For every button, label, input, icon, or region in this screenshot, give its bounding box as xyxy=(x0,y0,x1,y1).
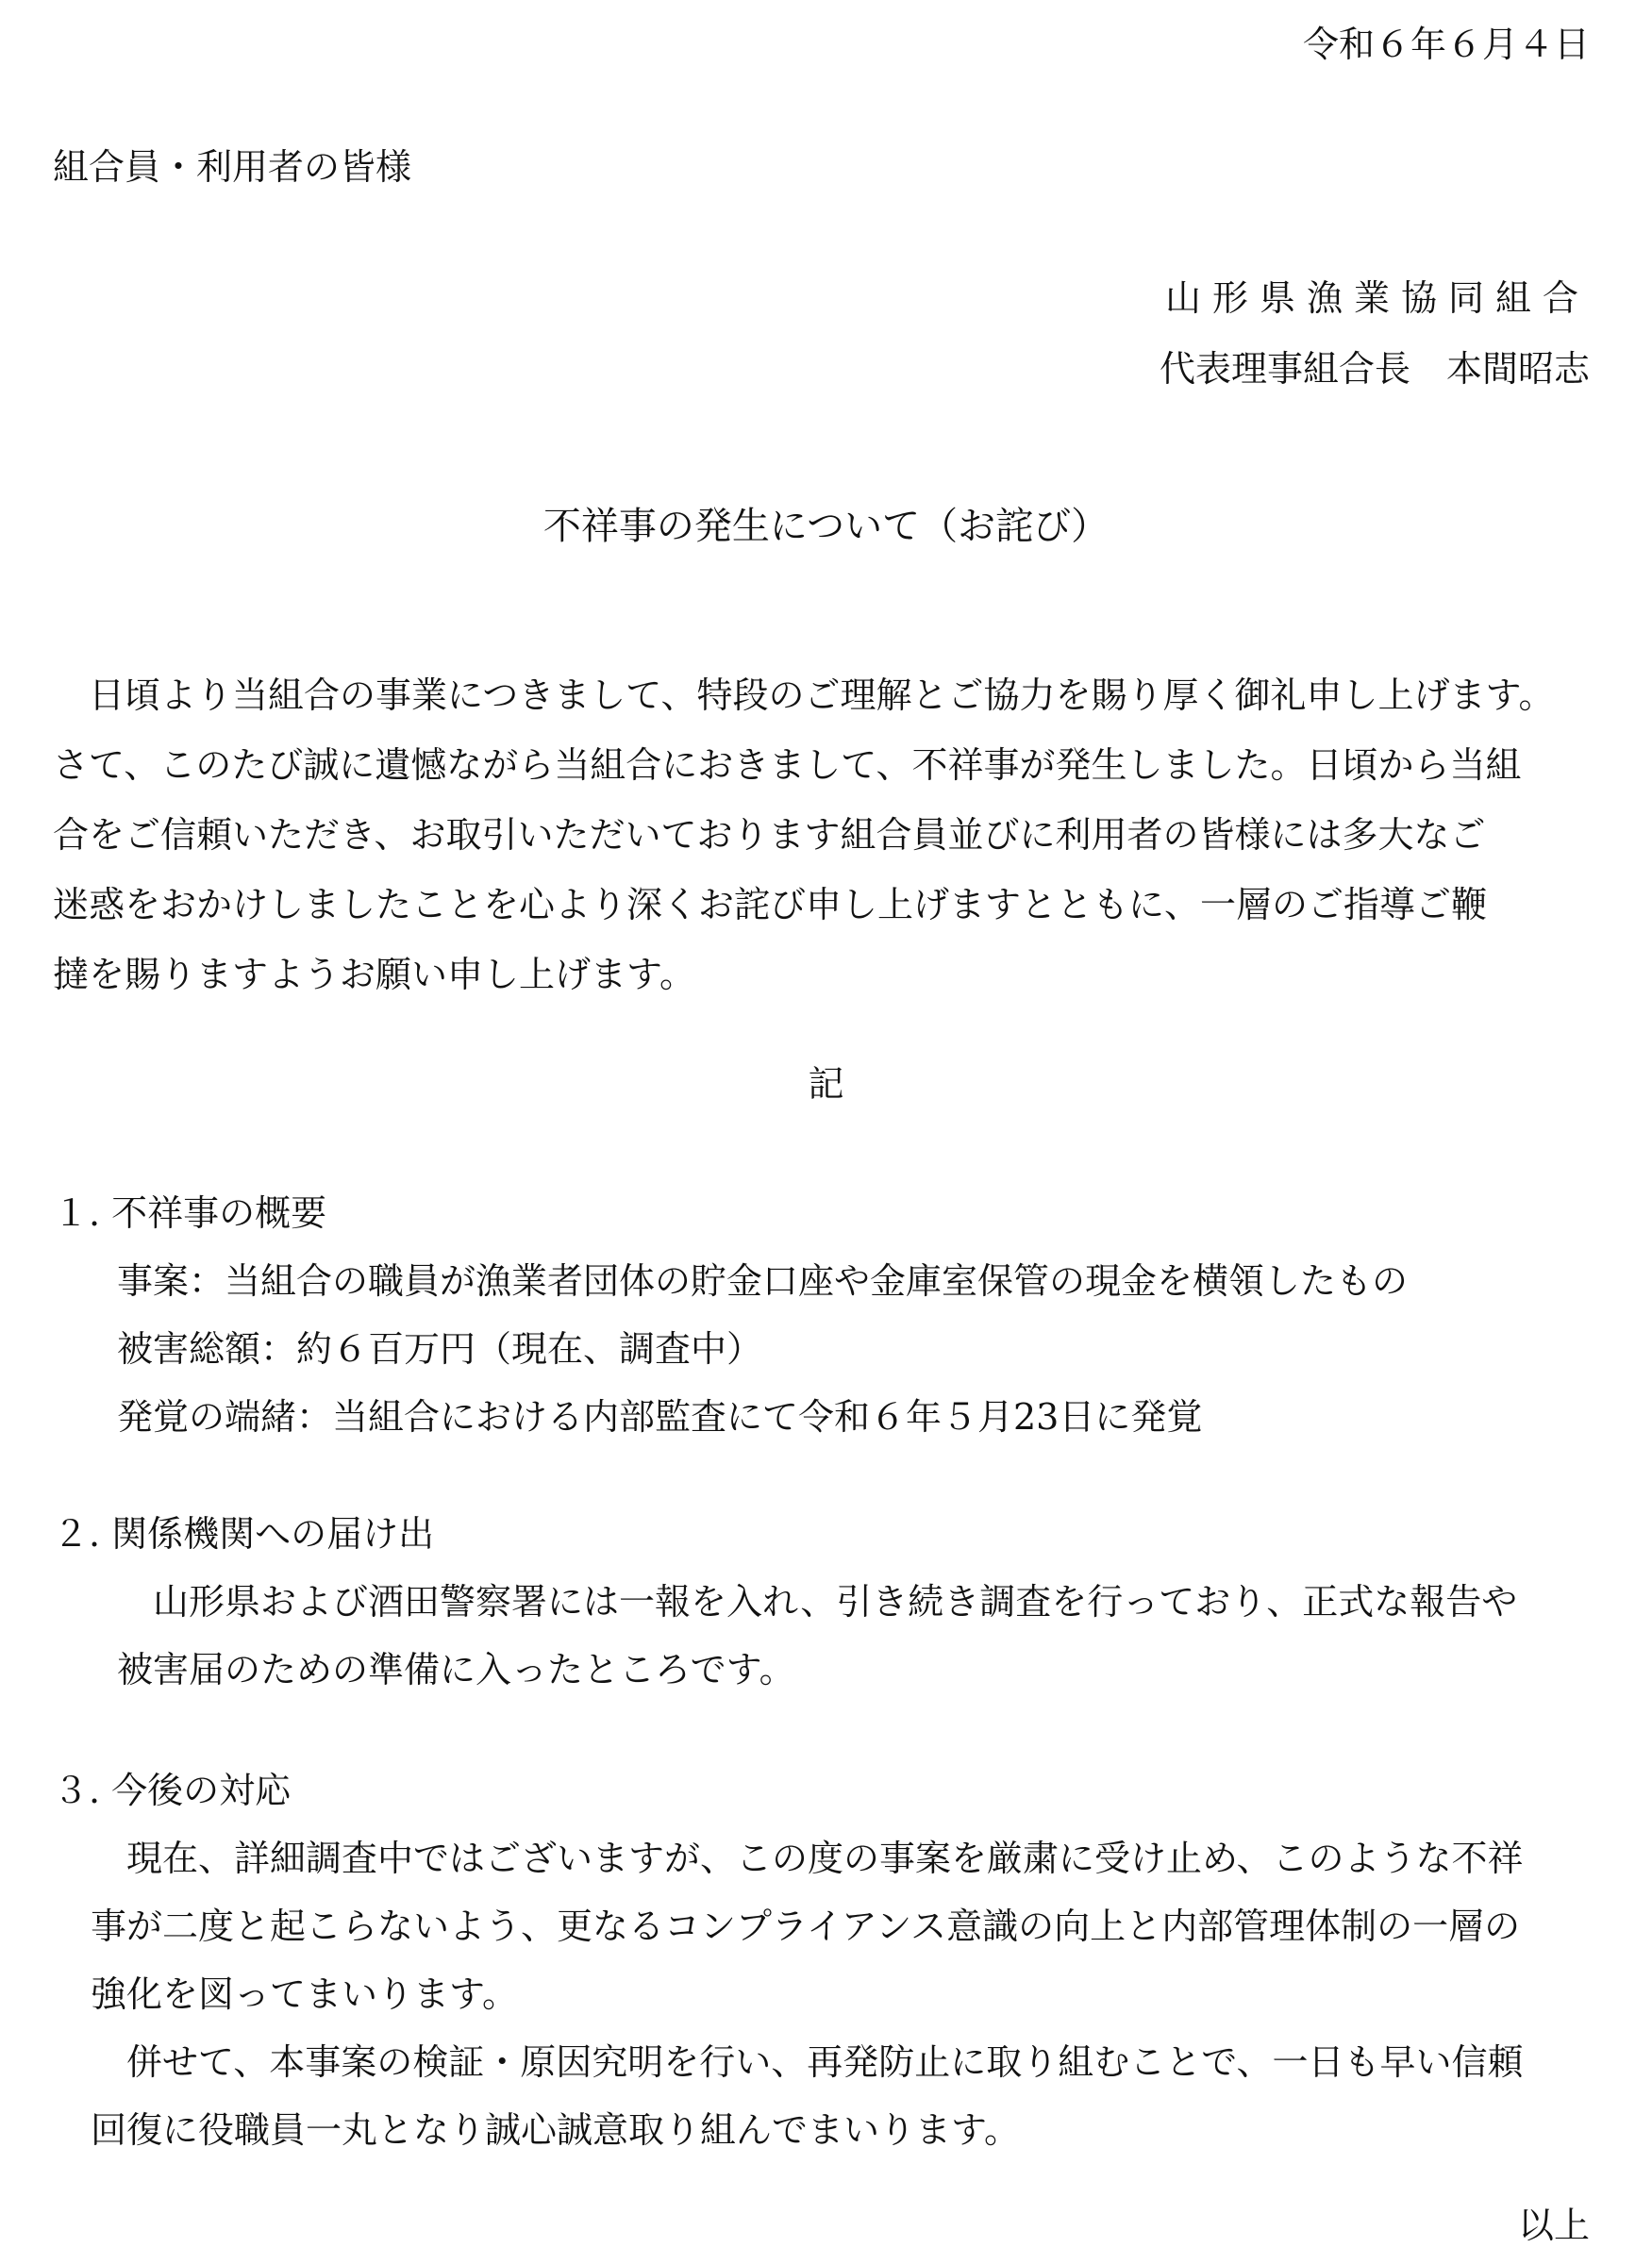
section-line: 事が二度と起こらないよう、更なるコンプライアンス意識の向上と内部管理体制の一層の xyxy=(91,1906,1521,1947)
section-line: 現在、詳細調査中ではございますが、この度の事案を厳粛に受け止め、このような不祥 xyxy=(91,1838,1524,1879)
section-incident-overview xyxy=(53,1179,1619,1451)
greeting-line: さて、このたび誠に遺憾ながら当組合におきまして、不祥事が発生しました。日頃から当組 xyxy=(53,744,1522,786)
addressee: 組合員・利用者の皆様 xyxy=(53,146,412,188)
greeting-line: 迷惑をおかけしましたことを心より深くお詫び申し上げますとともに、一層のご指導ご鞭 xyxy=(53,884,1488,925)
section-line: 山形県および酒田警察署には一報を入れ、引き続き調査を行っており、正式な報告や xyxy=(117,1581,1518,1623)
section-line: 被害届のための準備に入ったところです。 xyxy=(117,1649,795,1690)
closing-ijou: 以上 xyxy=(1517,2205,1590,2246)
greeting-line: 合をご信頼いただき、お取引いただいております組合員並びに利用者の皆様には多大なご xyxy=(53,814,1486,856)
section-line: 強化を図ってまいります。 xyxy=(91,1973,518,2015)
section-line: 併せて、本事案の検証・原因究明を行い、再発防止に取り組むことで、一日も早い信頼 xyxy=(91,2041,1524,2083)
section-line: 被害総額：約６百万円（現在、調査中） xyxy=(117,1328,763,1370)
greeting-paragraph xyxy=(53,660,1619,1009)
section-heading: ２. 関係機関への届け出 xyxy=(53,1513,435,1555)
greeting-line: 撻を賜りますようお願い申し上げます。 xyxy=(53,954,695,995)
section-line: 事案：当組合の職員が漁業者団体の貯金口座や金庫室保管の現金を横領したもの xyxy=(117,1260,1409,1302)
section-report-to-authorities xyxy=(53,1500,1619,1704)
section-heading: １. 不祥事の概要 xyxy=(53,1192,327,1234)
representative-name: 代表理事組合長 本間昭志 xyxy=(1159,348,1590,390)
organization-name: 山形県漁業協同組合 xyxy=(1164,277,1590,319)
section-line: 回復に役職員一丸となり誠心誠意取り組んでまいります。 xyxy=(91,2109,1020,2151)
document-date: 令和６年６月４日 xyxy=(1302,24,1590,65)
section-heading: ３. 今後の対応 xyxy=(53,1770,292,1811)
ki-marker: 記 xyxy=(808,1063,844,1105)
section-future-response xyxy=(53,1756,1619,2164)
greeting-line: 日頃より当組合の事業につきまして、特段のご理解とご協力を賜り厚く御礼申し上げます。 xyxy=(53,674,1555,716)
section-line: 発覚の端緒：当組合における内部監査にて令和６年５月23日に発覚 xyxy=(117,1396,1203,1438)
document-title: 不祥事の発生について（お詫び） xyxy=(542,505,1110,548)
